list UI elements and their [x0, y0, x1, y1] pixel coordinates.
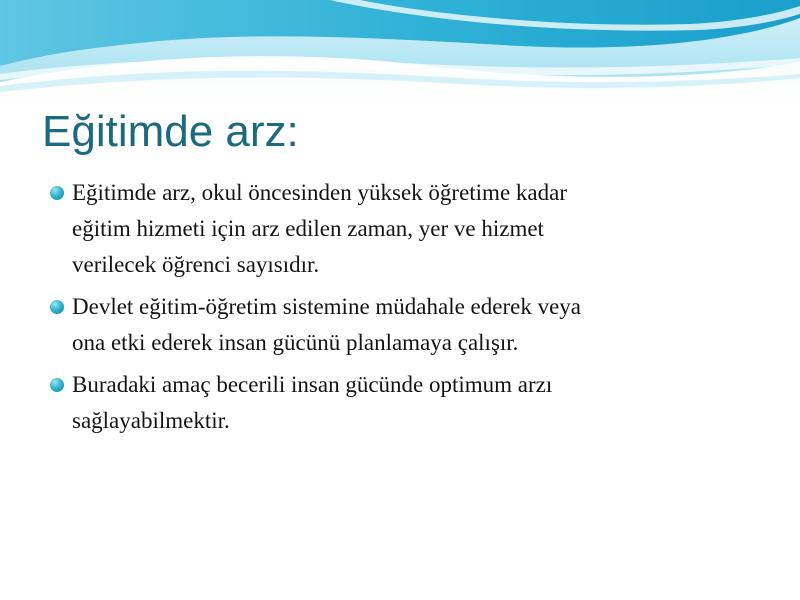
slide-title: Eğitimde arz:: [42, 107, 299, 156]
wave-banner: [0, 0, 800, 110]
bullet-line: ona etki ederek insan gücünü planlamaya çalışır.: [72, 330, 519, 355]
bullet-item: [48, 367, 738, 439]
bullet-list: [48, 175, 738, 445]
bullet-line: verilecek öğrenci sayısıdır.: [72, 252, 320, 277]
bullet-dot-icon: [50, 378, 64, 392]
bullet-line: Buradaki amaç becerili insan gücünde optimum arzı: [72, 372, 553, 397]
bullet-line: sağlayabilmektir.: [72, 408, 230, 433]
bullet-text: [72, 289, 738, 361]
bullet-text: [72, 367, 738, 439]
bullet-text: [72, 175, 738, 283]
bullet-line: Eğitimde arz, okul öncesinden yüksek öğretime kadar: [72, 180, 567, 205]
bullet-line: Devlet eğitim-öğretim sistemine müdahale ederek veya: [72, 294, 582, 319]
bullet-item: [48, 289, 738, 361]
bullet-dot-icon: [50, 300, 64, 314]
bullet-item: [48, 175, 738, 283]
bullet-line: eğitim hizmeti için arz edilen zaman, yer ve hizmet: [72, 216, 544, 241]
bullet-dot-icon: [50, 186, 64, 200]
